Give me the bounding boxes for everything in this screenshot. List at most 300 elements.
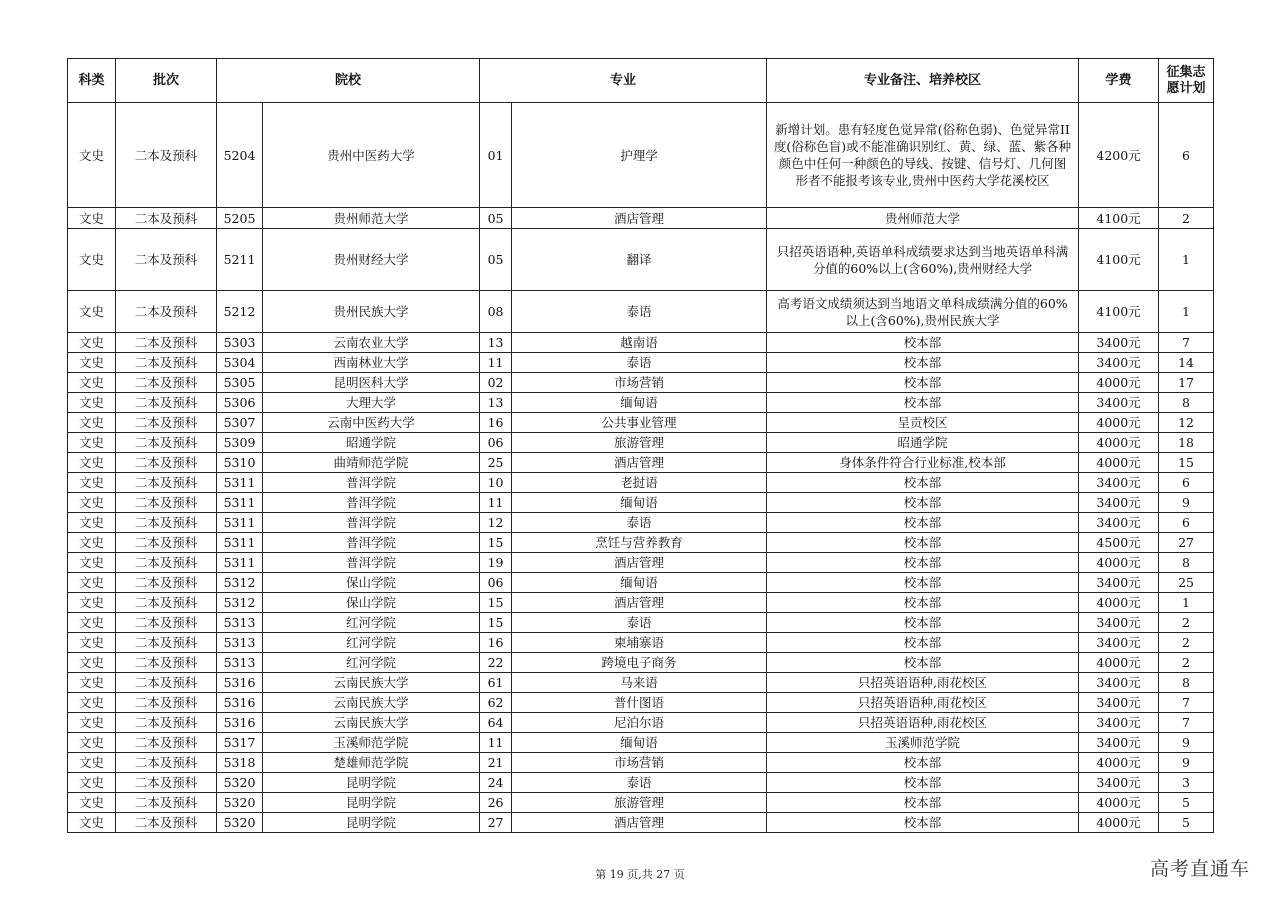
cell-subject: 文史 (68, 413, 116, 433)
cell-fee: 3400元 (1079, 513, 1159, 533)
cell-fee: 4100元 (1079, 208, 1159, 229)
table-row (68, 413, 1214, 433)
cell-major-code: 25 (480, 453, 512, 473)
cell-major-code: 06 (480, 573, 512, 593)
cell-batch: 二本及预科 (116, 593, 217, 613)
cell-subject: 文史 (68, 813, 116, 833)
cell-fee: 3400元 (1079, 333, 1159, 353)
cell-plan: 27 (1159, 533, 1214, 553)
cell-note: 校本部 (767, 513, 1079, 533)
cell-subject: 文史 (68, 493, 116, 513)
cell-fee: 4000元 (1079, 753, 1159, 773)
cell-school-code: 5311 (217, 513, 263, 533)
cell-note: 只招英语语种,雨花校区 (767, 673, 1079, 693)
table-row (68, 513, 1214, 533)
cell-major-code: 62 (480, 693, 512, 713)
cell-note: 校本部 (767, 593, 1079, 613)
cell-fee: 3400元 (1079, 693, 1159, 713)
cell-plan: 5 (1159, 813, 1214, 833)
cell-major-code: 61 (480, 673, 512, 693)
cell-subject: 文史 (68, 103, 116, 208)
table-row (68, 473, 1214, 493)
cell-subject: 文史 (68, 208, 116, 229)
cell-school-code: 5312 (217, 593, 263, 613)
cell-school-code: 5318 (217, 753, 263, 773)
table-row (68, 393, 1214, 413)
cell-batch: 二本及预科 (116, 813, 217, 833)
cell-fee: 3400元 (1079, 613, 1159, 633)
cell-school: 红河学院 (263, 633, 480, 653)
table-row (68, 613, 1214, 633)
cell-school-code: 5306 (217, 393, 263, 413)
cell-subject: 文史 (68, 593, 116, 613)
cell-major: 泰语 (512, 613, 767, 633)
cell-subject: 文史 (68, 291, 116, 333)
cell-major: 泰语 (512, 773, 767, 793)
table-row (68, 593, 1214, 613)
cell-batch: 二本及预科 (116, 493, 217, 513)
table-row (68, 713, 1214, 733)
cell-note: 新增计划。患有轻度色觉异常(俗称色弱)、色觉异常II度(俗称色盲)或不能准确识别红、黄、绿、蓝、紫各种颜色中任何一种颜色的导线、按键、信号灯、几何图形者不能报考该专业,贵州中医药大学花溪校区 (767, 103, 1079, 208)
cell-major-code: 27 (480, 813, 512, 833)
cell-plan: 6 (1159, 513, 1214, 533)
table-row (68, 673, 1214, 693)
cell-plan: 17 (1159, 373, 1214, 393)
cell-batch: 二本及预科 (116, 533, 217, 553)
cell-major-code: 19 (480, 553, 512, 573)
table-row (68, 103, 1214, 208)
table-row (68, 333, 1214, 353)
cell-school: 云南民族大学 (263, 693, 480, 713)
cell-batch: 二本及预科 (116, 413, 217, 433)
cell-plan: 5 (1159, 793, 1214, 813)
cell-school: 普洱学院 (263, 493, 480, 513)
table-row (68, 208, 1214, 229)
cell-major-code: 22 (480, 653, 512, 673)
cell-school: 云南民族大学 (263, 673, 480, 693)
cell-fee: 4000元 (1079, 793, 1159, 813)
cell-major: 柬埔寨语 (512, 633, 767, 653)
cell-school: 云南民族大学 (263, 713, 480, 733)
cell-subject: 文史 (68, 453, 116, 473)
cell-major-code: 06 (480, 433, 512, 453)
cell-school: 保山学院 (263, 573, 480, 593)
table-row (68, 733, 1214, 753)
cell-major: 缅甸语 (512, 573, 767, 593)
table-row (68, 291, 1214, 333)
cell-major-code: 16 (480, 633, 512, 653)
cell-fee: 4000元 (1079, 813, 1159, 833)
cell-note: 校本部 (767, 333, 1079, 353)
cell-major: 酒店管理 (512, 593, 767, 613)
cell-fee: 3400元 (1079, 353, 1159, 373)
cell-major-code: 15 (480, 593, 512, 613)
cell-major-code: 12 (480, 513, 512, 533)
table-row (68, 373, 1214, 393)
cell-school: 普洱学院 (263, 533, 480, 553)
cell-subject: 文史 (68, 573, 116, 593)
cell-subject: 文史 (68, 693, 116, 713)
cell-major: 马来语 (512, 673, 767, 693)
cell-school-code: 5313 (217, 653, 263, 673)
cell-plan: 2 (1159, 208, 1214, 229)
table-row (68, 633, 1214, 653)
cell-subject: 文史 (68, 753, 116, 773)
cell-major-code: 15 (480, 533, 512, 553)
cell-plan: 9 (1159, 753, 1214, 773)
cell-major-code: 13 (480, 393, 512, 413)
cell-major: 护理学 (512, 103, 767, 208)
table-row (68, 813, 1214, 833)
cell-fee: 3400元 (1079, 493, 1159, 513)
cell-note: 昭通学院 (767, 433, 1079, 453)
cell-note: 校本部 (767, 573, 1079, 593)
cell-major: 公共事业管理 (512, 413, 767, 433)
table-row (68, 773, 1214, 793)
document-page (67, 58, 1213, 833)
cell-major-code: 05 (480, 208, 512, 229)
cell-major-code: 05 (480, 229, 512, 291)
cell-batch: 二本及预科 (116, 613, 217, 633)
cell-plan: 8 (1159, 673, 1214, 693)
cell-subject: 文史 (68, 653, 116, 673)
table-row (68, 653, 1214, 673)
cell-school-code: 5317 (217, 733, 263, 753)
cell-plan: 7 (1159, 693, 1214, 713)
cell-plan: 1 (1159, 229, 1214, 291)
cell-subject: 文史 (68, 373, 116, 393)
cell-school-code: 5310 (217, 453, 263, 473)
cell-fee: 3400元 (1079, 733, 1159, 753)
cell-school: 曲靖师范学院 (263, 453, 480, 473)
cell-school-code: 5311 (217, 553, 263, 573)
cell-school-code: 5307 (217, 413, 263, 433)
cell-batch: 二本及预科 (116, 291, 217, 333)
cell-fee: 3400元 (1079, 573, 1159, 593)
cell-major: 泰语 (512, 291, 767, 333)
cell-batch: 二本及预科 (116, 513, 217, 533)
cell-major: 烹饪与营养教育 (512, 533, 767, 553)
cell-major-code: 13 (480, 333, 512, 353)
cell-major-code: 26 (480, 793, 512, 813)
cell-school: 昆明学院 (263, 793, 480, 813)
table-row (68, 353, 1214, 373)
cell-major: 酒店管理 (512, 553, 767, 573)
cell-note: 校本部 (767, 613, 1079, 633)
cell-subject: 文史 (68, 793, 116, 813)
enrollment-table (67, 58, 1214, 833)
cell-plan: 9 (1159, 493, 1214, 513)
cell-fee: 4100元 (1079, 229, 1159, 291)
cell-plan: 25 (1159, 573, 1214, 593)
cell-school-code: 5309 (217, 433, 263, 453)
cell-fee: 4000元 (1079, 373, 1159, 393)
table-row (68, 433, 1214, 453)
cell-fee: 3400元 (1079, 633, 1159, 653)
cell-major: 翻译 (512, 229, 767, 291)
cell-school: 贵州民族大学 (263, 291, 480, 333)
cell-school: 红河学院 (263, 653, 480, 673)
cell-batch: 二本及预科 (116, 713, 217, 733)
cell-batch: 二本及预科 (116, 393, 217, 413)
cell-plan: 6 (1159, 473, 1214, 493)
cell-plan: 12 (1159, 413, 1214, 433)
page-number: 第 19 页,共 27 页 (595, 868, 685, 881)
cell-fee: 3400元 (1079, 673, 1159, 693)
cell-fee: 4000元 (1079, 653, 1159, 673)
cell-subject: 文史 (68, 713, 116, 733)
cell-fee: 4000元 (1079, 453, 1159, 473)
cell-note: 校本部 (767, 773, 1079, 793)
cell-school: 普洱学院 (263, 513, 480, 533)
cell-subject: 文史 (68, 333, 116, 353)
cell-school-code: 5311 (217, 493, 263, 513)
cell-school-code: 5320 (217, 793, 263, 813)
cell-major-code: 16 (480, 413, 512, 433)
table-row (68, 533, 1214, 553)
cell-fee: 4000元 (1079, 553, 1159, 573)
cell-school-code: 5316 (217, 673, 263, 693)
cell-subject: 文史 (68, 733, 116, 753)
cell-batch: 二本及预科 (116, 353, 217, 373)
cell-note: 校本部 (767, 633, 1079, 653)
cell-plan: 9 (1159, 733, 1214, 753)
cell-fee: 3400元 (1079, 393, 1159, 413)
cell-school: 普洱学院 (263, 473, 480, 493)
cell-school-code: 5311 (217, 473, 263, 493)
cell-note: 只招英语语种,雨花校区 (767, 693, 1079, 713)
cell-batch: 二本及预科 (116, 653, 217, 673)
cell-note: 校本部 (767, 653, 1079, 673)
cell-plan: 15 (1159, 453, 1214, 473)
cell-major-code: 11 (480, 493, 512, 513)
cell-fee: 3400元 (1079, 773, 1159, 793)
cell-note: 只招英语语种,雨花校区 (767, 713, 1079, 733)
cell-note: 校本部 (767, 493, 1079, 513)
cell-school: 贵州财经大学 (263, 229, 480, 291)
cell-subject: 文史 (68, 473, 116, 493)
cell-school-code: 5211 (217, 229, 263, 291)
cell-batch: 二本及预科 (116, 553, 217, 573)
cell-note: 校本部 (767, 553, 1079, 573)
cell-school: 普洱学院 (263, 553, 480, 573)
table-row (68, 493, 1214, 513)
cell-school-code: 5305 (217, 373, 263, 393)
cell-plan: 6 (1159, 103, 1214, 208)
cell-batch: 二本及预科 (116, 753, 217, 773)
cell-subject: 文史 (68, 513, 116, 533)
cell-major-code: 11 (480, 733, 512, 753)
cell-major: 市场营销 (512, 753, 767, 773)
cell-note: 校本部 (767, 793, 1079, 813)
cell-major-code: 01 (480, 103, 512, 208)
cell-major-code: 15 (480, 613, 512, 633)
cell-school: 昆明学院 (263, 813, 480, 833)
cell-batch: 二本及预科 (116, 693, 217, 713)
cell-note: 只招英语语种,英语单科成绩要求达到当地英语单科满分值的60%以上(含60%),贵州财经大学 (767, 229, 1079, 291)
cell-fee: 3400元 (1079, 713, 1159, 733)
cell-batch: 二本及预科 (116, 453, 217, 473)
cell-fee: 4000元 (1079, 593, 1159, 613)
cell-batch: 二本及预科 (116, 793, 217, 813)
cell-school-code: 5313 (217, 633, 263, 653)
cell-school: 玉溪师范学院 (263, 733, 480, 753)
header-plan: 征集志愿计划 (1159, 59, 1214, 103)
cell-note: 校本部 (767, 353, 1079, 373)
cell-school-code: 5316 (217, 693, 263, 713)
cell-fee: 4500元 (1079, 533, 1159, 553)
cell-batch: 二本及预科 (116, 573, 217, 593)
cell-batch: 二本及预科 (116, 208, 217, 229)
cell-major: 尼泊尔语 (512, 713, 767, 733)
cell-batch: 二本及预科 (116, 473, 217, 493)
cell-batch: 二本及预科 (116, 733, 217, 753)
cell-major: 普什图语 (512, 693, 767, 713)
cell-subject: 文史 (68, 613, 116, 633)
cell-note: 校本部 (767, 393, 1079, 413)
cell-school-code: 5304 (217, 353, 263, 373)
cell-batch: 二本及预科 (116, 433, 217, 453)
cell-school: 云南农业大学 (263, 333, 480, 353)
cell-major: 酒店管理 (512, 453, 767, 473)
cell-batch: 二本及预科 (116, 633, 217, 653)
cell-fee: 3400元 (1079, 473, 1159, 493)
cell-school: 红河学院 (263, 613, 480, 633)
cell-subject: 文史 (68, 229, 116, 291)
cell-major: 酒店管理 (512, 813, 767, 833)
cell-school: 贵州师范大学 (263, 208, 480, 229)
cell-major: 老挝语 (512, 473, 767, 493)
cell-plan: 18 (1159, 433, 1214, 453)
cell-plan: 7 (1159, 333, 1214, 353)
cell-school: 楚雄师范学院 (263, 753, 480, 773)
cell-major-code: 24 (480, 773, 512, 793)
cell-school-code: 5303 (217, 333, 263, 353)
cell-major: 旅游管理 (512, 793, 767, 813)
cell-school: 昆明医科大学 (263, 373, 480, 393)
cell-fee: 4000元 (1079, 433, 1159, 453)
cell-major: 酒店管理 (512, 208, 767, 229)
cell-major-code: 10 (480, 473, 512, 493)
cell-plan: 8 (1159, 393, 1214, 413)
cell-fee: 4000元 (1079, 413, 1159, 433)
table-header-row (68, 59, 1214, 103)
cell-fee: 4200元 (1079, 103, 1159, 208)
cell-school-code: 5212 (217, 291, 263, 333)
cell-major-code: 02 (480, 373, 512, 393)
cell-subject: 文史 (68, 773, 116, 793)
cell-school: 保山学院 (263, 593, 480, 613)
cell-subject: 文史 (68, 393, 116, 413)
cell-major-code: 21 (480, 753, 512, 773)
cell-note: 玉溪师范学院 (767, 733, 1079, 753)
header-major: 专业 (480, 59, 767, 103)
cell-school: 昆明学院 (263, 773, 480, 793)
cell-note: 校本部 (767, 753, 1079, 773)
cell-note: 校本部 (767, 373, 1079, 393)
cell-plan: 1 (1159, 291, 1214, 333)
cell-school-code: 5205 (217, 208, 263, 229)
cell-note: 校本部 (767, 473, 1079, 493)
header-note: 专业备注、培养校区 (767, 59, 1079, 103)
cell-major-code: 08 (480, 291, 512, 333)
table-row (68, 453, 1214, 473)
watermark: 高考直通车 (1149, 858, 1250, 880)
cell-batch: 二本及预科 (116, 773, 217, 793)
cell-note: 身体条件符合行业标准,校本部 (767, 453, 1079, 473)
cell-major: 旅游管理 (512, 433, 767, 453)
cell-batch: 二本及预科 (116, 229, 217, 291)
cell-major: 市场营销 (512, 373, 767, 393)
header-school: 院校 (217, 59, 480, 103)
cell-plan: 3 (1159, 773, 1214, 793)
cell-major: 缅甸语 (512, 493, 767, 513)
cell-major-code: 64 (480, 713, 512, 733)
cell-plan: 14 (1159, 353, 1214, 373)
cell-school: 大理大学 (263, 393, 480, 413)
cell-school-code: 5320 (217, 813, 263, 833)
header-subject: 科类 (68, 59, 116, 103)
cell-subject: 文史 (68, 633, 116, 653)
cell-note: 贵州师范大学 (767, 208, 1079, 229)
cell-plan: 2 (1159, 653, 1214, 673)
cell-major: 跨境电子商务 (512, 653, 767, 673)
cell-major: 泰语 (512, 513, 767, 533)
table-row (68, 753, 1214, 773)
table-row (68, 553, 1214, 573)
cell-major-code: 11 (480, 353, 512, 373)
header-batch: 批次 (116, 59, 217, 103)
cell-note: 呈贡校区 (767, 413, 1079, 433)
cell-subject: 文史 (68, 553, 116, 573)
cell-school-code: 5320 (217, 773, 263, 793)
cell-subject: 文史 (68, 433, 116, 453)
cell-batch: 二本及预科 (116, 103, 217, 208)
table-body (68, 103, 1214, 833)
table-row (68, 693, 1214, 713)
cell-note: 校本部 (767, 813, 1079, 833)
cell-subject: 文史 (68, 533, 116, 553)
cell-school-code: 5312 (217, 573, 263, 593)
cell-school-code: 5204 (217, 103, 263, 208)
cell-subject: 文史 (68, 673, 116, 693)
cell-major: 泰语 (512, 353, 767, 373)
cell-subject: 文史 (68, 353, 116, 373)
cell-major: 越南语 (512, 333, 767, 353)
header-fee: 学费 (1079, 59, 1159, 103)
table-row (68, 229, 1214, 291)
cell-plan: 2 (1159, 633, 1214, 653)
cell-school: 贵州中医药大学 (263, 103, 480, 208)
cell-plan: 1 (1159, 593, 1214, 613)
table-row (68, 793, 1214, 813)
cell-school: 昭通学院 (263, 433, 480, 453)
cell-school-code: 5313 (217, 613, 263, 633)
cell-fee: 4100元 (1079, 291, 1159, 333)
cell-batch: 二本及预科 (116, 673, 217, 693)
cell-school-code: 5311 (217, 533, 263, 553)
cell-plan: 8 (1159, 553, 1214, 573)
cell-school-code: 5316 (217, 713, 263, 733)
cell-note: 高考语文成绩须达到当地语文单科成绩满分值的60%以上(含60%),贵州民族大学 (767, 291, 1079, 333)
cell-plan: 2 (1159, 613, 1214, 633)
cell-school: 西南林业大学 (263, 353, 480, 373)
cell-note: 校本部 (767, 533, 1079, 553)
cell-batch: 二本及预科 (116, 333, 217, 353)
cell-school: 云南中医药大学 (263, 413, 480, 433)
table-row (68, 573, 1214, 593)
cell-major: 缅甸语 (512, 733, 767, 753)
